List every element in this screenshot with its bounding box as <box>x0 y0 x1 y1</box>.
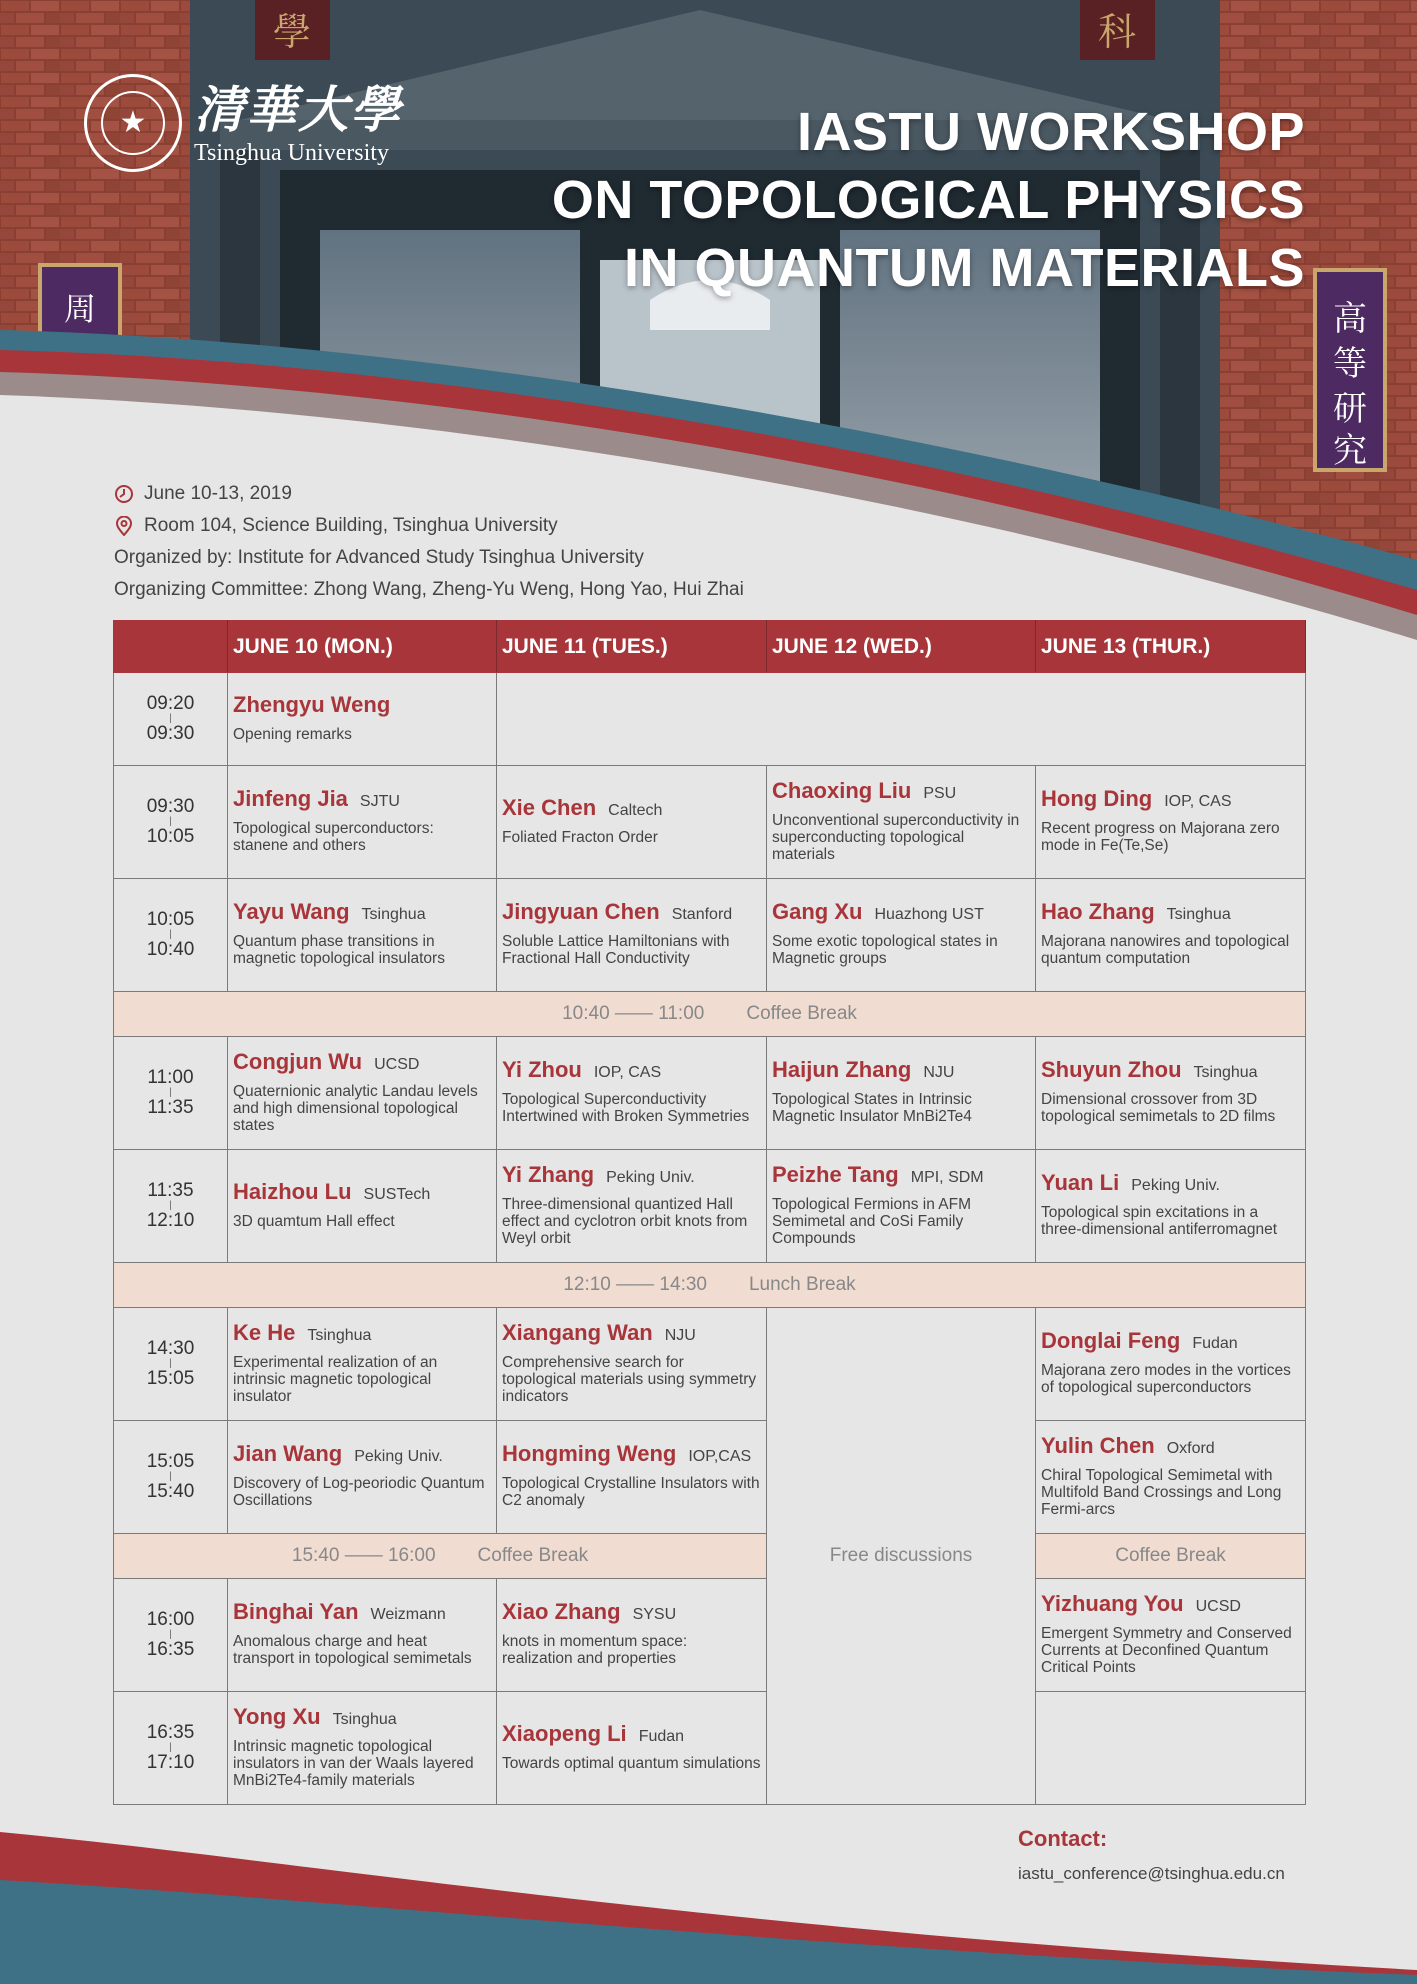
talk-cell <box>767 879 1036 992</box>
speaker-name: Peizhe Tang <box>772 1161 899 1187</box>
coffee-break-thursday: Coffee Break <box>1036 1534 1306 1579</box>
svg-text:周: 周 <box>63 290 97 328</box>
header-corner <box>114 621 228 673</box>
organizing-committee: Organizing Committee: Zhong Wang, Zheng-Yu Weng, Hong Yao, Hui Zhai <box>114 579 744 600</box>
speaker-affiliation: Weizmann <box>370 1606 446 1623</box>
lunch-break: 12:10 —— 14:30 Lunch Break <box>114 1263 1306 1308</box>
organized-by: Organized by: Institute for Advanced Study Tsinghua University <box>114 547 644 568</box>
talk-title: Chiral Topological Semimetal with Multifold Band Crossings and Long Fermi-arcs <box>1041 1466 1282 1518</box>
speaker-name: Chaoxing Liu <box>772 777 912 803</box>
talk-title: Dimensional crossover from 3D topological semimetals to 2D films <box>1041 1091 1276 1125</box>
svg-text:研: 研 <box>1333 389 1367 429</box>
talk-cell <box>1036 879 1306 992</box>
svg-text:高: 高 <box>1333 299 1367 339</box>
talk-title: Topological Fermions in AFM Semimetal and CoSi Family Compounds <box>772 1195 971 1247</box>
talk-title: Three-dimensional quantized Hall effect and cyclotron orbit knots from Weyl orbit <box>502 1195 748 1247</box>
speaker-affiliation: Tsinghua <box>361 906 426 923</box>
talk-cell <box>228 1421 497 1534</box>
svg-text:等: 等 <box>1333 344 1367 384</box>
talk-cell <box>497 1308 767 1421</box>
speaker-affiliation: Peking Univ. <box>606 1168 695 1186</box>
talk-title: Towards optimal quantum simulations <box>502 1754 761 1772</box>
talk-title: Opening remarks <box>233 725 352 743</box>
day-header: JUNE 12 (WED.) <box>767 621 1036 673</box>
table-row <box>114 1421 1306 1534</box>
speaker-name: Jian Wang <box>233 1441 343 1466</box>
speaker-affiliation: Stanford <box>671 906 733 923</box>
talk-cell <box>1036 1579 1306 1692</box>
speaker-name: Zhengyu Weng <box>233 691 391 717</box>
talk-title: Emergent Symmetry and Conserved Currents at Deconfined Quantum Critical Points <box>1041 1624 1292 1676</box>
talk-cell <box>228 1150 497 1263</box>
speaker-affiliation: SJTU <box>359 793 400 810</box>
speaker-name: Jingyuan Chen <box>502 899 660 924</box>
talk-title: Experimental realization of an intrinsic magnetic topological insulator <box>233 1353 438 1405</box>
talk-cell <box>767 766 1036 879</box>
talk-title: 3D quamtum Hall effect <box>233 1212 395 1230</box>
talk-cell <box>767 1150 1036 1263</box>
talk-cell <box>228 673 497 766</box>
speaker-affiliation: NJU <box>923 1064 955 1081</box>
coffee-break: 15:40 —— 16:00 Coffee Break <box>114 1534 767 1579</box>
speaker-affiliation: UCSD <box>1195 1597 1241 1615</box>
title-line-2: ON TOPOLOGICAL PHYSICS <box>551 170 1305 230</box>
speaker-name: Yuan Li <box>1041 1170 1120 1195</box>
talk-title: Discovery of Log-peoriodic Quantum Oscillations <box>233 1475 485 1509</box>
break-row <box>114 1263 1306 1308</box>
talk-title: Topological Superconductivity Intertwined with Broken Symmetries <box>502 1091 750 1125</box>
talk-cell <box>497 1150 767 1263</box>
contact-email[interactable]: iastu_conference@tsinghua.edu.cn <box>1018 1864 1285 1883</box>
event-location: Room 104, Science Building, Tsinghua University <box>144 515 558 536</box>
time-slot: 11:00 | 11:35 <box>114 1037 228 1150</box>
svg-text:學: 學 <box>272 10 312 54</box>
speaker-affiliation: Fudan <box>1192 1335 1238 1352</box>
title-line-3: IN QUANTUM MATERIALS <box>624 238 1305 298</box>
talk-title: Topological States in Intrinsic Magnetic Insulator MnBi2Te4 <box>772 1091 972 1125</box>
speaker-name: Xie Chen <box>502 794 597 820</box>
location-pin-icon <box>114 516 134 536</box>
talk-title: Topological spin excitations in a three-dimensional antiferromagnet <box>1041 1204 1278 1238</box>
day-header: JUNE 11 (TUES.) <box>497 621 767 673</box>
talk-cell <box>497 1421 767 1534</box>
talk-cell <box>1036 1308 1306 1421</box>
speaker-affiliation: IOP, CAS <box>593 1064 662 1081</box>
talk-cell <box>1036 1150 1306 1263</box>
speaker-name: Hong Ding <box>1041 786 1153 811</box>
talk-title: Unconventional superconductivity in superconducting topological materials <box>772 811 1020 863</box>
speaker-name: Gang Xu <box>772 899 863 924</box>
day-header: JUNE 10 (MON.) <box>228 621 497 673</box>
speaker-name: Yizhuang You <box>1041 1590 1184 1616</box>
logo-english: Tsinghua University <box>194 140 389 166</box>
speaker-name: Xiaopeng Li <box>502 1720 627 1746</box>
date-line <box>114 478 744 510</box>
time-slot: 15:05 | 15:40 <box>114 1421 228 1534</box>
speaker-affiliation: Tsinghua <box>332 1710 397 1728</box>
talk-cell <box>228 766 497 879</box>
talk-cell <box>1036 1421 1306 1534</box>
speaker-name: Yulin Chen <box>1041 1432 1155 1458</box>
talk-cell <box>497 1037 767 1150</box>
talk-title: Topological superconductors: stanene and others <box>233 820 434 854</box>
free-discussions: Free discussions <box>767 1308 1036 1805</box>
talk-cell <box>228 1579 497 1692</box>
break-row <box>114 992 1306 1037</box>
coffee-break: 10:40 —— 11:00 Coffee Break <box>114 992 1306 1037</box>
speaker-name: Xiao Zhang <box>502 1599 621 1624</box>
speaker-name: Congjun Wu <box>233 1048 363 1074</box>
event-date: June 10-13, 2019 <box>144 483 292 504</box>
talk-cell <box>1036 1037 1306 1150</box>
speaker-name: Yong Xu <box>233 1703 321 1729</box>
time-slot: 09:20 | 09:30 <box>114 673 228 766</box>
speaker-name: Hao Zhang <box>1041 899 1155 924</box>
time-slot: 16:35 | 17:10 <box>114 1692 228 1805</box>
schedule-table <box>113 620 1306 1805</box>
speaker-name: Yayu Wang <box>233 899 350 924</box>
svg-text:科: 科 <box>1097 10 1137 54</box>
speaker-name: Donglai Feng <box>1041 1328 1181 1353</box>
event-info <box>114 478 744 606</box>
tsinghua-logo <box>84 74 402 172</box>
talk-title: Majorana zero modes in the vortices of topological superconductors <box>1041 1362 1291 1396</box>
speaker-name: Yi Zhang <box>502 1161 595 1187</box>
svg-text:究: 究 <box>1333 431 1367 471</box>
logo-chinese: 清華大學 <box>194 80 402 139</box>
seal-icon: ★ <box>84 74 182 172</box>
speaker-affiliation: Fudan <box>638 1727 685 1745</box>
empty-cell <box>497 673 1306 766</box>
talk-cell <box>1036 766 1306 879</box>
talk-title: Foliated Fracton Order <box>502 828 658 846</box>
break-row <box>114 1534 1306 1579</box>
speaker-name: Haizhou Lu <box>233 1178 352 1204</box>
speaker-affiliation: NJU <box>664 1326 696 1344</box>
talk-cell <box>228 1692 497 1805</box>
speaker-affiliation: Caltech <box>608 801 663 819</box>
speaker-affiliation: Tsinghua <box>1166 906 1231 923</box>
table-row <box>114 1692 1306 1805</box>
talk-title: Majorana nanowires and topological quantum computation <box>1041 933 1290 967</box>
time-slot: 10:05 | 10:40 <box>114 879 228 992</box>
empty-cell <box>1036 1692 1306 1805</box>
speaker-affiliation: Peking Univ. <box>1131 1177 1220 1194</box>
speaker-name: Yi Zhou <box>502 1057 582 1082</box>
table-row <box>114 673 1306 766</box>
talk-title: Soluble Lattice Hamiltonians with Fractional Hall Conductivity <box>502 933 730 967</box>
day-header: JUNE 13 (THUR.) <box>1036 621 1306 673</box>
speaker-affiliation: IOP,CAS <box>688 1448 752 1465</box>
table-row <box>114 766 1306 879</box>
speaker-affiliation: Oxford <box>1166 1439 1215 1457</box>
table-row <box>114 1037 1306 1150</box>
contact-block <box>1018 1826 1285 1884</box>
speaker-affiliation: MPI, SDM <box>910 1168 984 1186</box>
talk-cell <box>228 1308 497 1421</box>
talk-title: Quaternionic analytic Landau levels and high dimensional topological states <box>233 1082 478 1134</box>
talk-title: Anomalous charge and heat transport in topological semimetals <box>233 1633 472 1667</box>
speaker-name: Haijun Zhang <box>772 1057 912 1082</box>
speaker-affiliation: PSU <box>923 784 957 802</box>
talk-cell <box>767 1037 1036 1150</box>
talk-title: Recent progress on Majorana zero mode in Fe(Te,Se) <box>1041 820 1280 854</box>
speaker-name: Jinfeng Jia <box>233 786 348 811</box>
table-row <box>114 1308 1306 1421</box>
speaker-name: Shuyun Zhou <box>1041 1057 1182 1082</box>
talk-title: Topological Crystalline Insulators with C2 anomaly <box>502 1475 760 1509</box>
speaker-name: Hongming Weng <box>502 1441 677 1466</box>
page-title <box>552 98 1305 302</box>
talk-cell <box>228 879 497 992</box>
contact-label: Contact: <box>1018 1826 1108 1851</box>
table-row <box>114 1579 1306 1692</box>
speaker-affiliation: Tsinghua <box>307 1326 372 1344</box>
talk-cell <box>497 766 767 879</box>
time-slot: 11:35 | 12:10 <box>114 1150 228 1263</box>
speaker-affiliation: SUSTech <box>363 1185 431 1203</box>
title-line-1: IASTU WORKSHOP <box>796 102 1305 162</box>
talk-title: Some exotic topological states in Magnetic groups <box>772 933 998 967</box>
table-header-row <box>114 621 1306 673</box>
time-slot: 14:30 | 15:05 <box>114 1308 228 1421</box>
talk-title: Intrinsic magnetic topological insulators in van der Waals layered MnBi2Te4-family materials <box>233 1737 474 1789</box>
time-slot: 09:30 | 10:05 <box>114 766 228 879</box>
table-row <box>114 879 1306 992</box>
talk-cell <box>497 1692 767 1805</box>
location-line <box>114 510 744 542</box>
clock-icon <box>114 484 134 504</box>
speaker-affiliation: Huazhong UST <box>874 906 984 923</box>
talk-cell <box>228 1037 497 1150</box>
talk-title: knots in momentum space: realization and properties <box>502 1633 688 1667</box>
speaker-affiliation: SYSU <box>632 1606 677 1623</box>
talk-cell <box>497 1579 767 1692</box>
talk-title: Quantum phase transitions in magnetic topological insulators <box>233 933 445 967</box>
table-row <box>114 1150 1306 1263</box>
speaker-affiliation: Peking Univ. <box>354 1448 443 1465</box>
speaker-affiliation: Tsinghua <box>1193 1064 1258 1081</box>
speaker-affiliation: IOP, CAS <box>1164 793 1232 810</box>
speaker-name: Xiangang Wan <box>502 1319 653 1345</box>
speaker-name: Binghai Yan <box>233 1599 359 1624</box>
talk-cell <box>497 879 767 992</box>
talk-title: Comprehensive search for topological materials using symmetry indicators <box>502 1353 757 1405</box>
speaker-affiliation: UCSD <box>374 1055 420 1073</box>
speaker-name: Ke He <box>233 1319 296 1345</box>
time-slot: 16:00 | 16:35 <box>114 1579 228 1692</box>
